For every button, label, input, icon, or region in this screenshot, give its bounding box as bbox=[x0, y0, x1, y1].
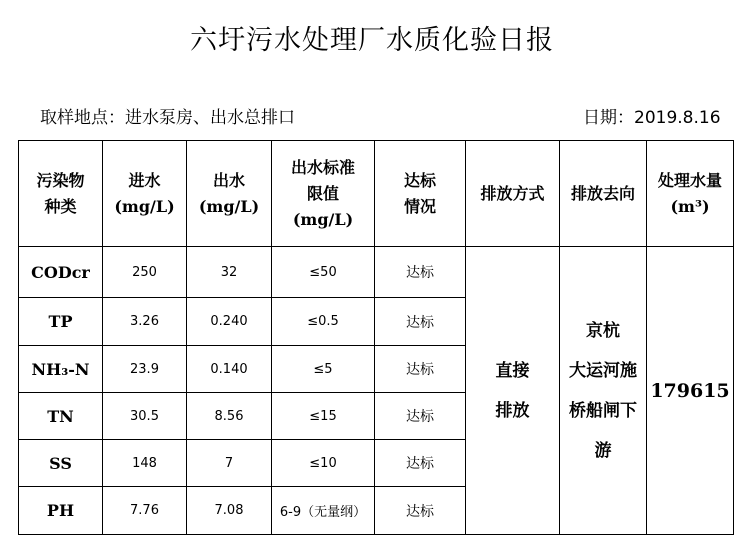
pollutant-cell: SS bbox=[19, 440, 103, 487]
status-cell: 达标 bbox=[375, 298, 466, 346]
status-cell: 达标 bbox=[375, 487, 466, 535]
volume-cell: 179615 bbox=[647, 247, 734, 535]
inflow-cell: 30.5 bbox=[103, 393, 187, 440]
outflow-cell: 0.140 bbox=[187, 346, 272, 393]
status-cell: 达标 bbox=[375, 247, 466, 298]
standard-cell: ≤0.5 bbox=[272, 298, 375, 346]
header-pollutant: 污染物 种类 bbox=[19, 141, 103, 247]
discharge-to-cell: 京杭 大运河施 桥船闸下 游 bbox=[560, 247, 647, 535]
header-row bbox=[19, 141, 734, 247]
report-date: 日期：2019.8.16 bbox=[583, 108, 721, 128]
header-status: 达标 情况 bbox=[375, 141, 466, 247]
water-quality-table bbox=[18, 140, 734, 535]
header-standard: 出水标准 限值 (mg/L) bbox=[272, 141, 375, 247]
outflow-cell: 8.56 bbox=[187, 393, 272, 440]
header-discharge-to: 排放去向 bbox=[560, 141, 647, 247]
inflow-cell: 3.26 bbox=[103, 298, 187, 346]
pollutant-cell: PH bbox=[19, 487, 103, 535]
standard-cell: ≤15 bbox=[272, 393, 375, 440]
outflow-cell: 32 bbox=[187, 247, 272, 298]
inflow-cell: 250 bbox=[103, 247, 187, 298]
discharge-method-cell: 直接 排放 bbox=[466, 247, 560, 535]
outflow-cell: 7 bbox=[187, 440, 272, 487]
pollutant-cell: TN bbox=[19, 393, 103, 440]
outflow-cell: 0.240 bbox=[187, 298, 272, 346]
status-cell: 达标 bbox=[375, 393, 466, 440]
pollutant-cell: NH₃-N bbox=[19, 346, 103, 393]
header-volume: 处理水量 (m³) bbox=[647, 141, 734, 247]
pollutant-cell: CODcr bbox=[19, 247, 103, 298]
pollutant-cell: TP bbox=[19, 298, 103, 346]
table-row bbox=[19, 247, 734, 298]
outflow-cell: 7.08 bbox=[187, 487, 272, 535]
inflow-cell: 23.9 bbox=[103, 346, 187, 393]
inflow-cell: 7.76 bbox=[103, 487, 187, 535]
status-cell: 达标 bbox=[375, 440, 466, 487]
header-discharge-method: 排放方式 bbox=[466, 141, 560, 247]
standard-cell: ≤5 bbox=[272, 346, 375, 393]
inflow-cell: 148 bbox=[103, 440, 187, 487]
header-outflow: 出水 (mg/L) bbox=[187, 141, 272, 247]
header-inflow: 进水 (mg/L) bbox=[103, 141, 187, 247]
status-cell: 达标 bbox=[375, 346, 466, 393]
standard-cell: ≤50 bbox=[272, 247, 375, 298]
standard-cell: ≤10 bbox=[272, 440, 375, 487]
report-title: 六圩污水处理厂水质化验日报 bbox=[190, 25, 554, 56]
sampling-location: 取样地点：进水泵房、出水总排口 bbox=[40, 108, 295, 128]
standard-cell: 6-9（无量纲） bbox=[272, 487, 375, 535]
